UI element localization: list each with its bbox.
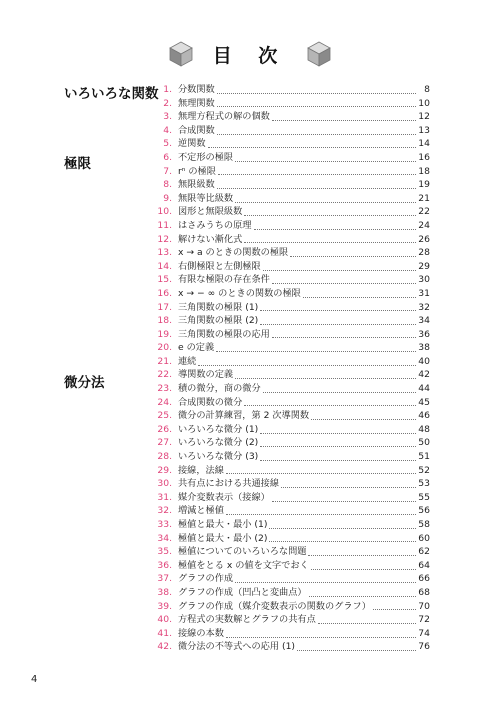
toc-header <box>0 40 500 68</box>
entry-title: 媒介変数表示（接線） <box>178 491 270 503</box>
dot-leader <box>373 608 416 610</box>
dot-leader <box>208 146 416 148</box>
entry-page: 29 <box>418 260 430 272</box>
dot-leader <box>260 323 416 325</box>
entry-title: 導関数の定義 <box>178 369 234 381</box>
entry-page: 24 <box>418 219 430 231</box>
entry-number: 5. <box>163 138 172 150</box>
dot-leader <box>263 391 416 393</box>
entry-number: 33. <box>157 519 172 530</box>
toc-entry <box>150 83 430 97</box>
entry-number: 31. <box>157 491 172 503</box>
dot-leader <box>198 364 416 366</box>
entry-title: 無限等比級数 <box>178 192 234 204</box>
entry-page: 53 <box>418 478 430 490</box>
toc-entry <box>150 600 430 614</box>
entry-title: グラフの作成（媒介変数表示の関数のグラフ） <box>178 600 371 612</box>
entry-number: 19. <box>157 328 172 340</box>
entry-number: 24. <box>157 396 172 408</box>
entry-page: 30 <box>418 274 430 286</box>
dot-leader <box>226 472 416 474</box>
entry-number: 4. <box>163 124 172 136</box>
entry-page: 68 <box>418 586 430 598</box>
entry-page: 50 <box>418 437 430 449</box>
dot-leader <box>217 187 416 189</box>
entry-page: 42 <box>418 369 430 381</box>
toc-entry <box>150 151 430 165</box>
entry-page: 70 <box>418 600 430 612</box>
entry-number: 34. <box>157 532 172 544</box>
dot-leader <box>281 486 416 488</box>
dot-leader <box>244 241 416 243</box>
entry-number: 13. <box>157 247 172 259</box>
entry-title: 極値をとる x の値を文字でおく <box>178 559 309 571</box>
entry-number: 1. <box>163 84 172 95</box>
dot-leader <box>235 160 416 162</box>
entry-number: 26. <box>157 423 172 435</box>
entry-title: 方程式の実数解とグラフの共有点 <box>178 614 316 626</box>
entry-number: 2. <box>163 97 172 109</box>
entry-number: 38. <box>157 586 172 598</box>
entry-number: 36. <box>157 559 172 571</box>
dot-leader <box>217 105 416 107</box>
toc-entry <box>150 464 430 478</box>
entry-number: 25. <box>157 410 172 422</box>
entry-page: 16 <box>418 151 430 163</box>
entry-page: 76 <box>418 641 430 653</box>
entry-number: 29. <box>157 464 172 476</box>
entry-title: いろいろな微分 (2) <box>178 437 259 449</box>
entry-number: 7. <box>163 165 172 177</box>
entry-number: 8. <box>163 179 172 191</box>
entry-number: 40. <box>157 614 172 626</box>
entry-title: 接線の本数 <box>178 627 224 639</box>
toc-entry <box>150 409 430 423</box>
entry-number: 28. <box>157 451 172 463</box>
toc-entry <box>150 504 430 518</box>
entry-number: 16. <box>157 287 172 299</box>
entry-title: 図形と無限級数 <box>178 206 243 218</box>
entry-page: 26 <box>418 233 430 245</box>
entry-page: 44 <box>418 383 430 395</box>
toc-entry <box>150 246 430 260</box>
entry-number: 32. <box>157 505 172 517</box>
entry-title: グラフの作成 <box>178 573 234 585</box>
entry-page: 48 <box>418 423 430 435</box>
toc-entry <box>150 205 430 219</box>
dot-leader <box>260 432 416 434</box>
entry-number: 18. <box>157 315 172 327</box>
entry-title: 三角関数の極限 (1) <box>178 301 259 313</box>
entry-title: 合成関数 <box>178 124 215 136</box>
toc-entry <box>150 518 430 532</box>
entry-number: 21. <box>157 355 172 367</box>
entry-page: 8 <box>424 84 430 95</box>
dot-leader <box>311 568 416 570</box>
entry-page: 31 <box>418 287 430 299</box>
entry-title: いろいろな微分 (3) <box>178 451 259 463</box>
entry-page: 46 <box>418 410 430 422</box>
toc-entry <box>150 219 430 233</box>
toc-entry <box>150 436 430 450</box>
entry-number: 37. <box>157 573 172 585</box>
dot-leader <box>318 622 416 624</box>
page-number: 4 <box>31 674 38 685</box>
dot-leader <box>272 282 416 284</box>
entry-title: 無理方程式の解の個数 <box>178 111 270 123</box>
toc-entry <box>150 97 430 111</box>
entry-page: 58 <box>418 519 430 530</box>
entry-number: 17. <box>157 301 172 313</box>
entry-title: 合成関数の微分 <box>178 396 243 408</box>
dot-leader <box>218 173 416 175</box>
entry-page: 19 <box>418 179 430 191</box>
entry-page: 38 <box>418 342 430 354</box>
entry-page: 64 <box>418 559 430 571</box>
entry-title: 有限な極限の存在条件 <box>178 274 270 286</box>
entry-title: 接線，法線 <box>178 464 224 476</box>
dot-leader <box>263 269 416 271</box>
entry-page: 60 <box>418 532 430 544</box>
entry-number: 27. <box>157 437 172 449</box>
toc-entry <box>150 110 430 124</box>
entry-number: 41. <box>157 627 172 639</box>
dot-leader <box>311 418 416 420</box>
entry-number: 23. <box>157 383 172 395</box>
dot-leader <box>260 445 416 447</box>
entry-number: 39. <box>157 600 172 612</box>
toc-entry <box>150 124 430 138</box>
entry-number: 14. <box>157 260 172 272</box>
dot-leader <box>272 500 416 502</box>
entry-number: 6. <box>163 151 172 163</box>
entry-title: 分数関数 <box>178 84 215 95</box>
dot-leader <box>235 201 416 203</box>
entry-title: 無限級数 <box>178 179 215 191</box>
dot-leader <box>297 649 416 651</box>
toc-entry <box>150 423 430 437</box>
dot-leader <box>272 119 416 121</box>
entry-title: 極値と最大・最小 (1) <box>178 519 268 530</box>
toc-entry <box>150 137 430 151</box>
entry-number: 10. <box>157 206 172 218</box>
entry-title: 右側極限と左側極限 <box>178 260 261 272</box>
entry-title: 微分の計算練習，第 2 次導関数 <box>178 410 310 422</box>
toc-entry <box>150 165 430 179</box>
dot-leader <box>290 255 416 257</box>
dot-leader <box>217 133 416 135</box>
entry-number: 12. <box>157 233 172 245</box>
entry-number: 9. <box>163 192 172 204</box>
entry-title: 増減と極値 <box>178 505 224 517</box>
entry-page: 28 <box>418 247 430 259</box>
entry-page: 40 <box>418 355 430 367</box>
dot-leader <box>235 581 416 583</box>
toc-entry <box>150 477 430 491</box>
entry-page: 72 <box>418 614 430 626</box>
entry-page: 56 <box>418 505 430 517</box>
entry-title: いろいろな微分 (1) <box>178 423 259 435</box>
entry-page: 13 <box>418 124 430 136</box>
entry-page: 62 <box>418 546 430 558</box>
toc-entry <box>150 192 430 206</box>
entry-number: 42. <box>157 641 172 653</box>
toc-entry <box>150 273 430 287</box>
dot-leader <box>303 296 416 298</box>
section-differentiation: 微分法 <box>64 375 105 391</box>
dot-leader <box>226 513 416 515</box>
entry-title: 三角関数の極限の応用 <box>178 328 270 340</box>
entry-title: 微分法の不等式への応用 (1) <box>178 641 295 653</box>
toc-entry <box>150 233 430 247</box>
toc-entry <box>150 260 430 274</box>
toc-entry <box>150 382 430 396</box>
entry-page: 36 <box>418 328 430 340</box>
toc-entry <box>150 532 430 546</box>
entry-number: 15. <box>157 274 172 286</box>
section-functions: いろいろな関数 <box>64 86 159 102</box>
entry-page: 22 <box>418 206 430 218</box>
entry-title: はさみうちの原理 <box>178 219 252 231</box>
dot-leader <box>226 636 416 638</box>
entry-page: 32 <box>418 301 430 313</box>
toc-entry <box>150 355 430 369</box>
entry-title: 極値についてのいろいろな問題 <box>178 546 307 558</box>
dot-leader <box>308 554 416 556</box>
toc-entry <box>150 559 430 573</box>
toc-entry <box>150 301 430 315</box>
entry-title: x → a のときの関数の極限 <box>178 247 289 259</box>
entry-title: 不定形の極限 <box>178 151 234 163</box>
toc-entry <box>150 341 430 355</box>
page-title: 目 次 <box>212 44 288 67</box>
entry-number: 30. <box>157 478 172 490</box>
toc-entry <box>150 586 430 600</box>
toc-entry <box>150 613 430 627</box>
toc-entry <box>150 178 430 192</box>
toc-entry <box>150 287 430 301</box>
entry-page: 51 <box>418 451 430 463</box>
cube-left-icon <box>167 40 195 68</box>
dot-leader <box>216 350 416 352</box>
entry-title: 無理関数 <box>178 97 215 109</box>
toc-entry <box>150 450 430 464</box>
toc-entry <box>150 314 430 328</box>
entry-page: 66 <box>418 573 430 585</box>
entry-title: 共有点における共通接線 <box>178 478 280 490</box>
entry-title: グラフの作成（凹凸と変曲点） <box>178 586 307 598</box>
entry-number: 22. <box>157 369 172 381</box>
dot-leader <box>272 336 416 338</box>
entry-title: 三角関数の極限 (2) <box>178 315 259 327</box>
entry-title: e の定義 <box>178 342 215 354</box>
entry-title: 積の微分，商の微分 <box>178 383 261 395</box>
toc-entry <box>150 572 430 586</box>
dot-leader <box>269 527 416 529</box>
entry-title: 極値と最大・最小 (2) <box>178 532 268 544</box>
dot-leader <box>269 540 416 542</box>
toc-entry <box>150 368 430 382</box>
entry-number: 20. <box>157 342 172 354</box>
entry-number: 11. <box>157 219 172 231</box>
entry-page: 55 <box>418 491 430 503</box>
entry-page: 18 <box>418 165 430 177</box>
toc-entry <box>150 545 430 559</box>
dot-leader <box>260 459 416 461</box>
toc-entry <box>150 640 430 654</box>
toc-entry <box>150 627 430 641</box>
dot-leader <box>244 404 416 406</box>
entry-page: 74 <box>418 627 430 639</box>
toc-entry <box>150 396 430 410</box>
dot-leader <box>254 228 417 230</box>
entry-title: 連続 <box>178 355 197 367</box>
section-limits: 極限 <box>64 156 91 172</box>
entry-page: 21 <box>418 192 430 204</box>
toc-entry <box>150 328 430 342</box>
entry-title: x → − ∞ のときの関数の極限 <box>178 287 301 299</box>
dot-leader <box>244 214 416 216</box>
entry-title: 解けない漸化式 <box>178 233 243 245</box>
dot-leader <box>309 595 416 597</box>
dot-leader <box>235 377 416 379</box>
entry-title: 逆関数 <box>178 138 206 150</box>
entry-page: 34 <box>418 315 430 327</box>
entry-number: 3. <box>163 111 172 123</box>
entry-page: 12 <box>418 111 430 123</box>
entry-number: 35. <box>157 546 172 558</box>
dot-leader <box>260 309 416 311</box>
dot-leader <box>217 92 416 94</box>
entry-page: 52 <box>418 464 430 476</box>
toc-entry <box>150 491 430 505</box>
cube-right-icon <box>305 40 333 68</box>
entry-page: 45 <box>418 396 430 408</box>
entry-page: 10 <box>418 97 430 109</box>
entry-page: 14 <box>418 138 430 150</box>
toc-list <box>150 83 430 654</box>
entry-title: rⁿ の極限 <box>178 165 216 177</box>
